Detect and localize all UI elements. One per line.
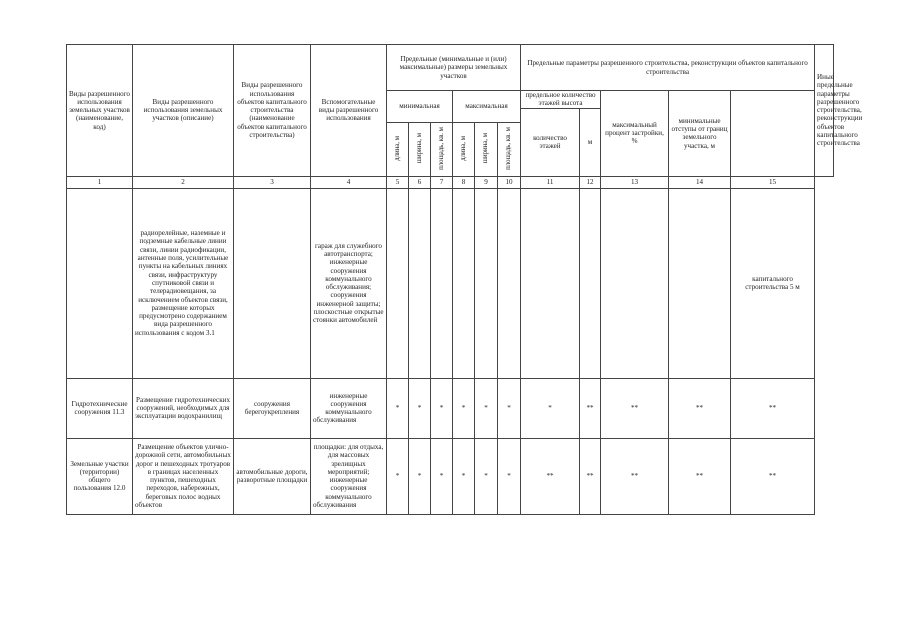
construction-use-cell: автомобильные дороги, разворотные площадки xyxy=(234,438,311,514)
parameter-cell xyxy=(498,188,521,378)
parameter-cell xyxy=(521,188,580,378)
land-use-regulations-table xyxy=(66,44,863,515)
header-land-use-code: Виды разрешенного использования земельных участков (наименование, код) xyxy=(67,45,133,177)
other-params-cell: ** xyxy=(731,438,815,514)
header-min: минимальная xyxy=(387,91,453,123)
column-number: 7 xyxy=(431,176,453,188)
column-number: 6 xyxy=(409,176,431,188)
parameter-cell xyxy=(409,188,431,378)
parameter-cell: ** xyxy=(580,378,601,438)
auxiliary-use-cell: инженерные сооружения коммунального обслуживания xyxy=(311,378,387,438)
header-other-params: Иные предельные параметры разрешенного строительства, реконструкции объектов капитального строительства xyxy=(815,45,834,177)
parameter-cell: * xyxy=(521,378,580,438)
column-number-row xyxy=(67,176,834,188)
header-min-area-text: площадь, кв. м xyxy=(437,126,445,170)
column-number: 10 xyxy=(498,176,521,188)
parameter-cell: ** xyxy=(601,378,669,438)
header-max: максимальная xyxy=(453,91,521,123)
parameter-cell: * xyxy=(475,438,498,514)
parameter-cell: ** xyxy=(669,438,731,514)
header-auxiliary-use: Вспомогательные виды разрешенного использования xyxy=(311,45,387,177)
header-max-percent: максимальный процент застройки, % xyxy=(601,91,669,177)
header-land-use-description: Виды разрешенного использования земельных участков (описание) xyxy=(133,45,234,177)
land-use-code-cell: Земельные участки (территории) общего пользования 12.0 xyxy=(67,438,133,514)
parameter-cell: * xyxy=(453,438,475,514)
parameter-cell: ** xyxy=(521,438,580,514)
parameter-cell: * xyxy=(387,438,409,514)
header-min-length xyxy=(387,122,409,176)
header-floors-height: предельное количество этажей высота xyxy=(521,91,601,109)
header-max-length xyxy=(453,122,475,176)
table-row xyxy=(67,188,834,378)
parameter-cell: * xyxy=(475,378,498,438)
parameter-cell: * xyxy=(409,378,431,438)
column-number: 8 xyxy=(453,176,475,188)
header-min-width-text: ширина, м xyxy=(415,132,423,164)
auxiliary-use-cell: гараж для служебного автотранспорта; инженерные сооружения коммунального обслуживания; сооружения инженерной защиты; плоскостные открытые стоянки автомобилей xyxy=(311,188,387,378)
column-number: 15 xyxy=(731,176,815,188)
land-use-description-cell: Размещение объектов улично-дорожной сети, автомобильных дорог и пешеходных тротуаров в границах населенных пунктов, пешеходных переходов, набережных, береговых полос водных объектов xyxy=(133,438,234,514)
table-row xyxy=(67,438,834,514)
parameter-cell xyxy=(601,188,669,378)
header-construction-parameters: Предельные параметры разрешенного строительства, реконструкции объектов капитального строительства xyxy=(521,45,815,91)
column-number: 5 xyxy=(387,176,409,188)
column-number: 1 xyxy=(67,176,133,188)
column-number: 4 xyxy=(311,176,387,188)
land-use-description-cell: радиорелейные, наземные и подземные кабельные линии связи, линии радиофикации, антенные поля, усилительные пункты на кабельных линиях связи, инфраструктуру спутниковой связи и телерадиовещания, за исключением объектов связи, размещение которых предусмотрено содержанием вида разрешенного использования с кодом 3.1 xyxy=(133,188,234,378)
header-setbacks: минимальные отступы от границ земельного участка, м xyxy=(669,91,731,177)
header-max-area xyxy=(498,122,521,176)
parameter-cell: ** xyxy=(601,438,669,514)
parameter-cell xyxy=(580,188,601,378)
column-number: 2 xyxy=(133,176,234,188)
header-height-m: м xyxy=(580,108,601,176)
other-params-cell: капитального строительства 5 м xyxy=(731,188,815,378)
header-min-length-text: длина, м xyxy=(393,135,401,161)
header-plot-size-limits: Предельные (минимальные и (или) максимальные) размеры земельных участков xyxy=(387,45,521,91)
parameter-cell: * xyxy=(409,438,431,514)
column-number: 9 xyxy=(475,176,498,188)
parameter-cell xyxy=(453,188,475,378)
parameter-cell: * xyxy=(431,438,453,514)
header-min-area xyxy=(431,122,453,176)
parameter-cell xyxy=(431,188,453,378)
header-max-length-text: длина, м xyxy=(459,135,467,161)
header-max-width xyxy=(475,122,498,176)
parameter-cell: * xyxy=(431,378,453,438)
land-use-code-cell xyxy=(67,188,133,378)
header-min-width xyxy=(409,122,431,176)
column-number: 3 xyxy=(234,176,311,188)
land-use-description-cell: Размещение гидротехнических сооружений, необходимых для эксплуатации водохранилищ xyxy=(133,378,234,438)
parameter-cell: * xyxy=(453,378,475,438)
parameter-cell xyxy=(475,188,498,378)
parameter-cell: * xyxy=(498,438,521,514)
header-construction-use: Виды разрешенного использования объектов капитального строительства (наименование объектов капитального строительства) xyxy=(234,45,311,177)
header-floors: количество этажей xyxy=(521,108,580,176)
parameter-cell xyxy=(669,188,731,378)
header-max-width-text: ширина, м xyxy=(482,132,490,164)
construction-use-cell: сооружения берегоукрепления xyxy=(234,378,311,438)
column-number: 11 xyxy=(521,176,580,188)
column-number: 13 xyxy=(601,176,669,188)
construction-use-cell xyxy=(234,188,311,378)
parameter-cell: ** xyxy=(580,438,601,514)
parameter-cell: * xyxy=(387,378,409,438)
parameter-cell: * xyxy=(498,378,521,438)
column-number: 14 xyxy=(669,176,731,188)
land-use-code-cell: Гидротехнические сооружения 11.3 xyxy=(67,378,133,438)
parameter-cell: ** xyxy=(669,378,731,438)
auxiliary-use-cell: площадки: для отдыха, для массовых зрелищных мероприятий; инженерные сооружения коммунального обслуживания xyxy=(311,438,387,514)
column-number: 12 xyxy=(580,176,601,188)
table-row xyxy=(67,378,834,438)
header-max-area-text: площадь, кв. м xyxy=(505,126,513,170)
other-params-cell: ** xyxy=(731,378,815,438)
parameter-cell xyxy=(387,188,409,378)
